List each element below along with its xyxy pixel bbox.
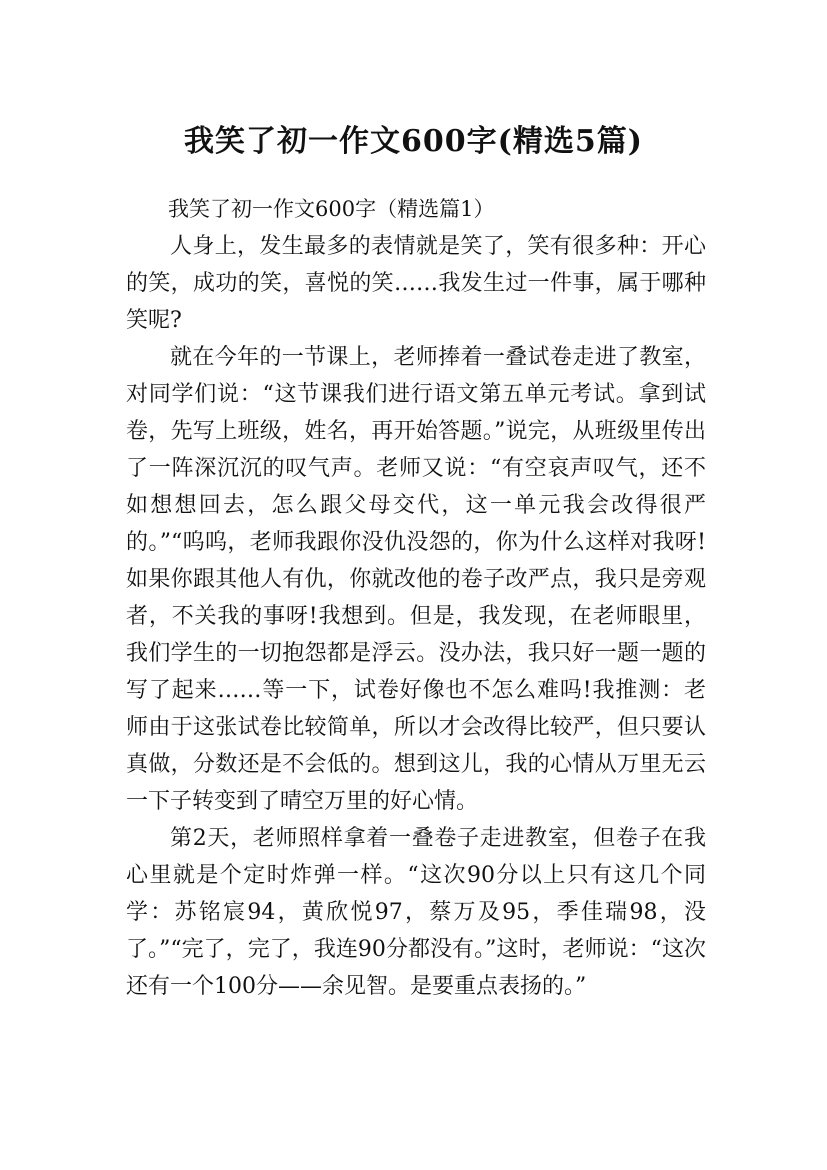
document-body	[126, 191, 706, 1005]
document-title: 我笑了初一作文600字(精选5篇)	[184, 124, 643, 160]
section-subtitle: 我笑了初一作文600字（精选篇1）	[168, 197, 495, 221]
paragraph-2: 就在今年的一节课上，老师捧着一叠试卷走进了教室，对同学们说：“这节课我们进行语文第五单元考试。拿到试卷，先写上班级，姓名，再开始答题。”说完，从班级里传出了一阵深沉沉的叹气声。老师又说：“有空哀声叹气，还不如想想回去，怎么跟父母交代，这一单元我会改得很严的。”“呜呜，老师我跟你没仇没怨的，你为什么这样对我呀!如果你跟其他人有仇，你就改他的卷子改严点，我只是旁观者，不关我的事呀!我想到。但是，我发现，在老师眼里，我们学生的一切抱怨都是浮云。没办法，我只好一题一题的写了起来……等一下，试卷好像也不怎么难吗!我推测：老师由于这张试卷比较简单，所以才会改得比较严，但只要认真做，分数还是不会低的。想到这儿，我的心情从万里无云一下子转变到了晴空万里的好心情。	[126, 345, 706, 814]
paragraph-3: 第2天，老师照样拿着一叠卷子走进教室，但卷子在我心里就是个定时炸弹一样。“这次90分以上只有这几个同学：苏铭宸94，黄欣悦97，蔡万及95，季佳瑞98，没了。”“完了，完了，我连90分都没有。”这时，老师说：“这次还有一个100分——余见智。是要重点表扬的。”	[126, 826, 706, 999]
paragraph-1: 人身上，发生最多的表情就是笑了，笑有很多种：开心的笑，成功的笑，喜悦的笑……我发生过一件事，属于哪种笑呢?	[126, 234, 706, 333]
